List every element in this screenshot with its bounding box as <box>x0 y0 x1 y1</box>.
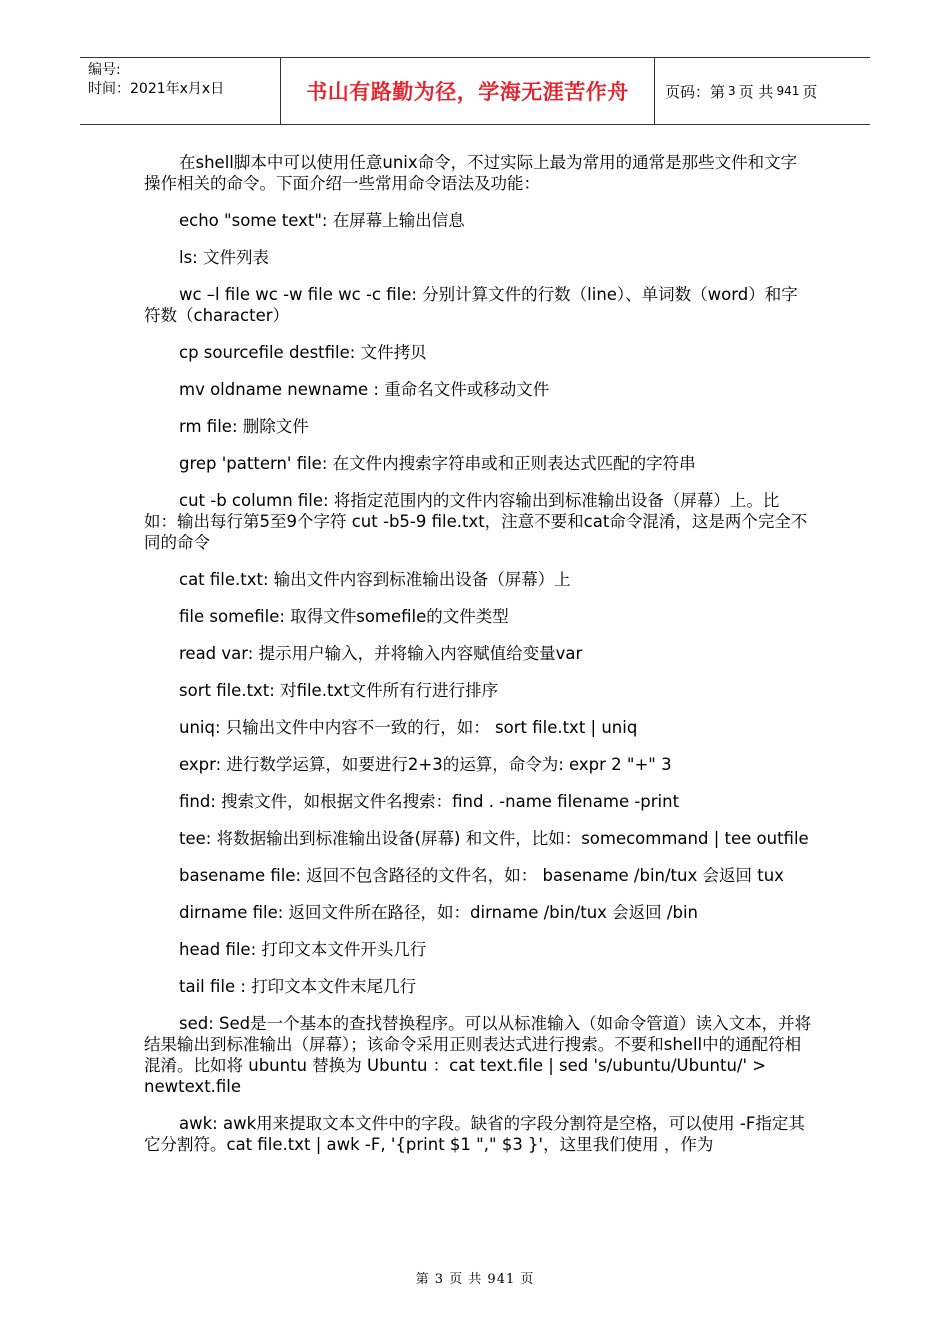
paragraph: grep 'pattern' file: 在文件内搜索字符串或和正则表达式匹配的字符串 <box>179 454 696 473</box>
paragraph: mv oldname newname : 重命名文件或移动文件 <box>179 380 550 399</box>
paragraph: 在shell脚本中可以使用任意unix命令，不过实际上最为常用的通常是那些文件和文字操作相关的命令。下面介绍一些常用命令语法及功能： <box>144 153 798 193</box>
paragraph: awk: awk用来提取文本文件中的字段。缺省的字段分割符是空格，可以使用 -F指定其它分割符。cat file.txt | awk -F, '{print $1 "," $3 }'，这里我们使用 ，作为 <box>144 1114 805 1154</box>
document-date: 时间：2021年x月x日 <box>88 81 225 97</box>
paragraph: find: 搜索文件，如根据文件名搜索：find . -name filename -print <box>179 792 680 811</box>
paragraph: ls: 文件列表 <box>179 248 269 267</box>
paragraph: read var: 提示用户输入，并将输入内容赋值给变量var <box>179 644 583 663</box>
paragraph: basename file: 返回不包含路径的文件名，如： basename /bin/tux 会返回 tux <box>179 866 784 885</box>
paragraph: uniq: 只输出文件中内容不一致的行，如： sort file.txt | uniq <box>179 718 638 737</box>
document-body <box>144 152 812 1171</box>
paragraph: wc –l file wc -w file wc -c file: 分别计算文件的行数（line）、单词数（word）和字符数（character） <box>144 285 798 325</box>
paragraph: sort file.txt: 对file.txt文件所有行进行排序 <box>179 681 499 700</box>
paragraph: expr: 进行数学运算，如要进行2+3的运算，命令为: expr 2 "+" 3 <box>179 755 672 774</box>
paragraph: cp sourcefile destfile: 文件拷贝 <box>179 343 427 362</box>
document-number-label: 编号: <box>88 62 121 78</box>
paragraph: file somefile: 取得文件somefile的文件类型 <box>179 607 509 626</box>
paragraph: cat file.txt: 输出文件内容到标准输出设备（屏幕）上 <box>179 570 571 589</box>
paragraph: dirname file: 返回文件所在路径，如：dirname /bin/tux 会返回 /bin <box>179 903 699 922</box>
page-prefix: 页码：第 <box>665 82 726 101</box>
page-suffix: 页 <box>802 82 818 101</box>
paragraph: cut -b column file: 将指定范围内的文件内容输出到标准输出设备（屏幕）上。比如：输出每行第5至9个字符 cut -b5-9 file.txt，注意不要和cat命令混淆，这是两个完全不同的命令 <box>144 491 808 552</box>
paragraph: sed: Sed是一个基本的查找替换程序。可以从标准输入（如命令管道）读入文本，并将结果输出到标准输出（屏幕）；该命令采用正则表达式进行搜索。不要和shell中的通配符相混淆。比如将 ubuntu 替换为 Ubuntu ：cat text.file | sed 's/ubuntu/Ubuntu/' > newtext.file <box>144 1014 812 1096</box>
header-page-info <box>655 58 870 124</box>
paragraph: head file: 打印文本文件开头几行 <box>179 940 427 959</box>
page-total: 941 <box>776 84 800 98</box>
header-meta <box>80 58 281 124</box>
header-motto-cell <box>281 58 655 124</box>
page-footer: 第 3 页 共 941 页 <box>415 1272 535 1287</box>
paragraph: tee: 将数据输出到标准输出设备(屏幕) 和文件，比如：somecommand | tee outfile <box>179 829 809 848</box>
paragraph: tail file : 打印文本文件末尾几行 <box>179 977 417 996</box>
page-header <box>80 57 870 125</box>
paragraph: rm file: 删除文件 <box>179 417 309 436</box>
page-number: 3 <box>728 84 736 98</box>
header-motto: 书山有路勤为径，学海无涯苦作舟 <box>306 79 629 104</box>
page-mid: 页 共 <box>738 82 774 101</box>
paragraph: echo "some text": 在屏幕上输出信息 <box>179 211 465 230</box>
